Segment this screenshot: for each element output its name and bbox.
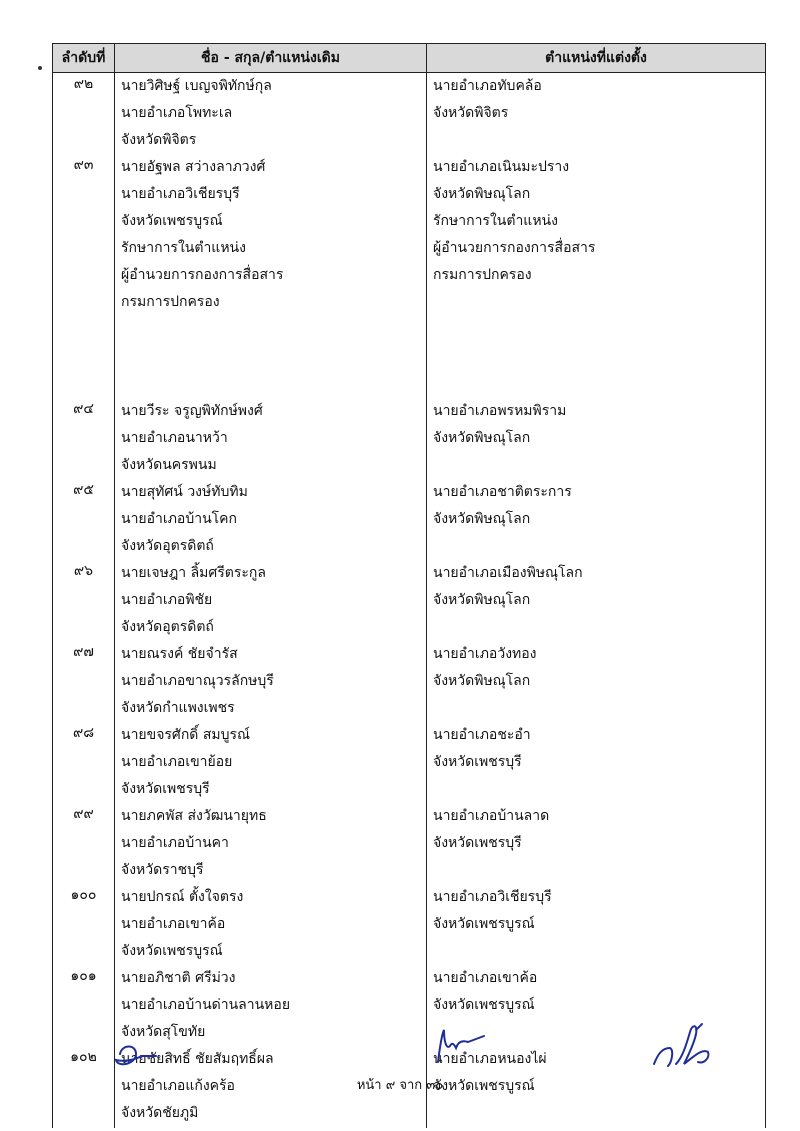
new-position-line: นายอำเภอทับคล้อ [433,78,542,94]
row-number: ๙๘ [53,722,115,803]
table-row [53,398,766,479]
old-position-cell [115,73,427,155]
header-name-old-position: ชื่อ - สกุล/ตำแหน่งเดิม [115,44,427,73]
new-position-line: จังหวัดเพชรบุรี [433,754,522,770]
new-position-cell [427,479,766,560]
signature-left [112,1040,172,1074]
old-position-line: นายอำเภอเขาค้อ [121,916,226,932]
old-position-line: นายอำเภอบ้านคา [121,835,229,851]
new-position-cell [427,560,766,641]
old-position-line: จังหวัดชัยภูมิ [121,1105,199,1121]
old-position-cell [115,560,427,641]
new-position-line: นายอำเภอบ้านลาด [433,808,550,824]
header-new-position: ตำแหน่งที่แต่งตั้ง [427,44,766,73]
old-position-line: จังหวัดพิจิตร [121,132,197,148]
table-row [53,560,766,641]
new-position-line: จังหวัดพิษณุโลก [433,592,531,608]
new-position-line: จังหวัดเพชรบุรี [433,835,522,851]
stray-mark [38,66,42,70]
old-position-line: รักษาการในตำแหน่ง [121,240,246,256]
old-position-cell [115,722,427,803]
old-position-cell [115,965,427,1046]
table-header-row [53,44,766,73]
new-position-cell [427,641,766,722]
page-footer: หน้า ๙ จาก ๓๐ [356,1078,444,1093]
person-name: นายเจษฎา ลิ้มศรีตระกูล [121,565,266,581]
new-position-line: นายอำเภอพรหมพิราม [433,403,567,419]
old-position-line: นายอำเภอบ้านโคก [121,511,238,527]
old-position-line: นายอำเภอขาณุวรลักษบุรี [121,673,274,689]
old-position-line: ผู้อำนวยการกองการสื่อสาร [121,267,284,283]
person-name: นายปกรณ์ ตั้งใจตรง [121,889,244,905]
new-position-line: จังหวัดพิษณุโลก [433,430,531,446]
person-name: นายภคพัส ส่งวัฒนายุทธ [121,808,267,824]
person-name: นายอภิชาติ ศรีม่วง [121,970,236,986]
table-row [53,73,766,155]
new-position-line: นายอำเภอหนองไผ่ [433,1051,547,1067]
old-position-line: กรมการปกครอง [121,294,220,310]
new-position-line: นายอำเภอเมืองพิษณุโลก [433,565,583,581]
row-number: ๙๓ [53,154,115,398]
table-row [53,803,766,884]
old-position-line: นายอำเภอแก้งคร้อ [121,1078,235,1094]
person-name: นายณรงค์ ชัยจำรัส [121,646,238,662]
new-position-cell [427,154,766,398]
old-position-line: นายอำเภอพิชัย [121,592,213,608]
old-position-line: จังหวัดนครพนม [121,457,217,473]
header-number: ลำดับที่ [53,44,115,73]
new-position-cell [427,398,766,479]
new-position-line: นายอำเภอวิเชียรบุรี [433,889,552,905]
new-position-line: จังหวัดเพชรบูรณ์ [433,1078,535,1094]
old-position-line: นายอำเภอเขาย้อย [121,754,233,770]
appointment-table [52,43,766,1128]
person-name: นายขจรศักดิ์ สมบูรณ์ [121,727,251,743]
old-position-line: จังหวัดเพชรบูรณ์ [121,943,223,959]
old-position-line: จังหวัดสุโขทัย [121,1024,206,1040]
person-name: นายอัฐพล สว่างลาภวงศ์ [121,159,266,175]
new-position-line: จังหวัดพิษณุโลก [433,511,531,527]
old-position-cell [115,154,427,398]
signature-right [648,1018,724,1070]
row-number: ๙๗ [53,641,115,722]
table-row [53,641,766,722]
old-position-cell [115,398,427,479]
new-position-line: ผู้อำนวยการกองการสื่อสาร [433,240,596,256]
old-position-line: จังหวัดเพชรบูรณ์ [121,213,223,229]
old-position-line: จังหวัดอุตรดิตถ์ [121,619,214,635]
row-number: ๙๒ [53,73,115,155]
new-position-line: จังหวัดพิษณุโลก [433,673,531,689]
new-position-line: จังหวัดพิจิตร [433,105,509,121]
new-position-cell [427,884,766,965]
person-name: นายสุทัศน์ วงษ์ทับทิม [121,484,248,500]
new-position-line: นายอำเภอเขาค้อ [433,970,538,986]
new-position-line: กรมการปกครอง [433,267,532,283]
new-position-line: จังหวัดพิษณุโลก [433,186,531,202]
new-position-cell [427,722,766,803]
table-body [53,73,766,1129]
new-position-line: จังหวัดเพชรบูรณ์ [433,916,535,932]
old-position-line: นายอำเภอโพทะเล [121,105,233,121]
row-number: ๙๔ [53,398,115,479]
new-position-line: นายอำเภอวังทอง [433,646,537,662]
old-position-line: จังหวัดกำแพงเพชร [121,700,235,716]
old-position-line: จังหวัดราชบุรี [121,862,204,878]
person-name: นายวีระ จรูญพิทักษ์พงศ์ [121,403,263,419]
table-row [53,154,766,398]
old-position-cell [115,641,427,722]
row-number: ๙๙ [53,803,115,884]
old-position-line: นายอำเภอบ้านด่านลานหอย [121,997,291,1013]
row-number: ๙๕ [53,479,115,560]
new-position-line: รักษาการในตำแหน่ง [433,213,558,229]
row-number: ๑๐๒ [53,1046,115,1128]
new-position-cell [427,803,766,884]
old-position-line: จังหวัดเพชรบุรี [121,781,210,797]
table-row [53,722,766,803]
old-position-line: นายอำเภอนาหว้า [121,430,228,446]
old-position-line: นายอำเภอวิเชียรบุรี [121,186,240,202]
new-position-line: นายอำเภอเนินมะปราง [433,159,570,175]
new-position-line: นายอำเภอชะอำ [433,727,531,743]
old-position-cell [115,884,427,965]
person-name: นายชัยสิทธิ์ ชัยสัมฤทธิ์ผล [121,1051,274,1067]
old-position-cell [115,803,427,884]
new-position-cell [427,73,766,155]
signature-middle [432,1026,492,1066]
new-position-line: จังหวัดเพชรบูรณ์ [433,997,535,1013]
row-number: ๙๖ [53,560,115,641]
table-row [53,479,766,560]
old-position-cell [115,479,427,560]
old-position-line: จังหวัดอุตรดิตถ์ [121,538,214,554]
row-number: ๑๐๑ [53,965,115,1046]
new-position-line: นายอำเภอชาติตระการ [433,484,572,500]
person-name: นายวิศิษฐ์ เบญจพิทักษ์กุล [121,78,272,94]
table-row [53,884,766,965]
row-number: ๑๐๐ [53,884,115,965]
